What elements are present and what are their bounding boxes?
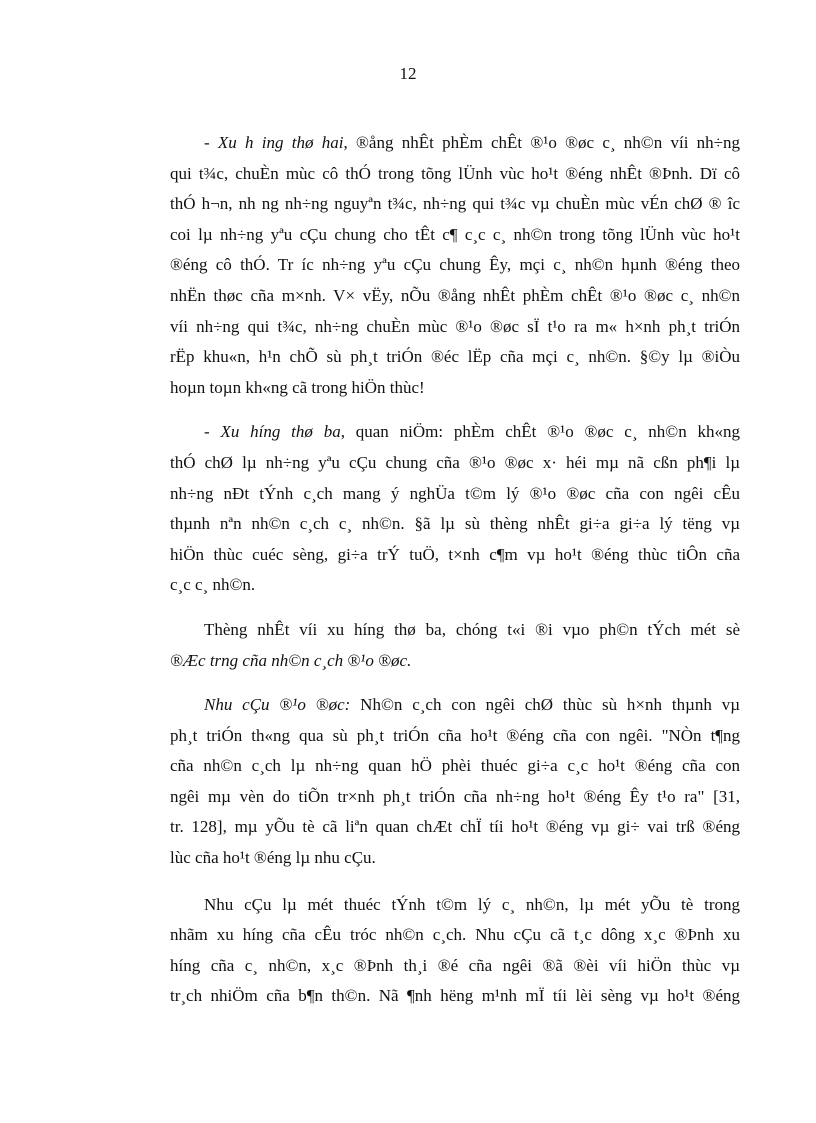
text-line: nhËn thøc cña m×nh. V× vËy, nÕu ®ång nhÊt phÈm chÊt ®¹o ®øc c¸ nh©n	[170, 285, 740, 305]
document-body	[170, 128, 740, 1012]
text-line: Thèng nhÊt víi xu híng thø ba, chóng t«i ®i vµo ph©n tÝch mét sè	[204, 619, 740, 639]
page-number: 12	[399, 64, 417, 83]
text-line: híng cña c¸ nh©n, x¸c ®Þnh th¸i ®é cña ngêi ®ã ®èi víi hiÖn thùc vµ	[170, 955, 740, 975]
text-line: nh÷ng nÐt tÝnh c¸ch mang ý nghÜa t©m lý ®¹o ®øc cña con ngêi cÊu	[170, 483, 740, 503]
text-line	[170, 690, 740, 721]
text-line: ®éng cô thÓ. Tr íc nh÷ng yªu cÇu chung Êy, mçi c¸ nh©n hµnh ®éng theo	[170, 255, 740, 275]
text-line: rËp khu«n, h¹n chÕ sù ph¸t triÓn ®éc lËp cña mçi c¸ nh©n. §©y lµ ®iÒu	[170, 347, 740, 367]
text-line: qui t¾c, chuÈn mùc cô thÓ trong tõng lÜnh vùc ho¹t ®éng nhÊt ®Þnh. Dï cô	[170, 163, 740, 183]
italic-heading: - Xu h ing thø hai	[204, 133, 344, 152]
paragraph-trend-two	[170, 128, 740, 403]
text-span: , ®ång nhÊt phÈm chÊt ®¹o ®øc c¸ nh©n víi nh÷ng	[343, 133, 740, 152]
text-line	[170, 417, 740, 448]
paragraph-moral-needs	[170, 690, 740, 874]
text-line: hiÖn thùc cuéc sèng, gi÷a trÝ tuÖ, t×nh c¶m vµ ho¹t ®éng thùc tiÔn cña	[170, 544, 740, 564]
text-span: Nh©n c¸ch con ngêi chØ thùc sù h×nh thµnh vµ	[350, 695, 740, 715]
text-span: , quan niÖm: phÈm chÊt ®¹o ®øc c¸ nh©n kh«ng	[340, 422, 740, 442]
text-line: thÓ h¬n, nh ng nh÷ng nguyªn t¾c, nh÷ng qui t¾c vµ chuÈn mùc vÉn chØ ® îc	[170, 194, 740, 214]
paragraph-agreement	[170, 615, 740, 676]
text-line: Nhu cÇu lµ mét thuéc tÝnh t©m lý c¸ nh©n, lµ mét yÕu tè trong	[204, 894, 740, 914]
paragraph-needs-attribute	[170, 890, 740, 1012]
text-line: víi nh÷ng qui t¾c, nh÷ng chuÈn mùc ®¹o ®øc sÏ t¹o ra m« h×nh ph¸t triÓn	[170, 316, 740, 336]
text-line: nhãm xu híng cña cÊu tróc nh©n c¸ch. Nhu cÇu cã t¸c dông x¸c ®Þnh xu	[170, 925, 740, 945]
text-line: coi lµ nh÷ng yªu cÇu chung cho tÊt c¶ c¸c c¸ nh©n trong tõng lÜnh vùc ho¹t	[170, 224, 740, 244]
text-line: thÓ chØ lµ nh÷ng yªu cÇu chung cña ®¹o ®øc x· héi mµ nã cßn ph¶i lµ	[170, 452, 740, 472]
text-line: hoµn toµn kh«ng cã trong hiÖn thùc!	[170, 377, 425, 397]
text-line: tr¸ch nhiÖm cña b¶n th©n. Nã ¶nh hëng m¹nh mÏ tíi lèi sèng vµ ho¹t ®éng	[170, 986, 740, 1006]
text-line: thµnh nªn nh©n c¸ch c¸ nh©n. §ã lµ sù thèng nhÊt gi÷a gi÷a lý tëng vµ	[170, 514, 740, 534]
text-line: c¸c c¸ nh©n.	[170, 575, 256, 595]
paragraph-trend-three	[170, 417, 740, 601]
text-line	[170, 646, 740, 677]
text-line: cña nh©n c¸ch lµ nh÷ng quan hÖ phèi thuéc gi÷a c¸c ho¹t ®éng cña con	[170, 756, 740, 776]
italic-phrase: ®Æc trng cña nh©n c¸ch ®¹o ®øc.	[170, 650, 412, 670]
italic-heading: - Xu híng thø ba	[204, 422, 341, 442]
text-line	[170, 128, 740, 159]
text-line: lùc cña ho¹t ®éng lµ nhu cÇu.	[170, 848, 376, 868]
text-line: ph¸t triÓn th«ng qua sù ph¸t triÓn cña ho¹t ®éng cña con ngêi. "NÒn t¶ng	[170, 725, 740, 745]
text-line: tr. 128], mµ yÕu tè cã liªn quan chÆt chÏ tíi ho¹t ®éng vµ gi÷ vai trß ®éng	[170, 817, 740, 837]
italic-heading: Nhu cÇu ®¹o ®øc:	[204, 695, 351, 715]
text-line: ngêi mµ vèn do tiÕn tr×nh ph¸t triÓn cña nh÷ng ho¹t ®éng Êy t¹o ra" [31,	[170, 786, 740, 806]
